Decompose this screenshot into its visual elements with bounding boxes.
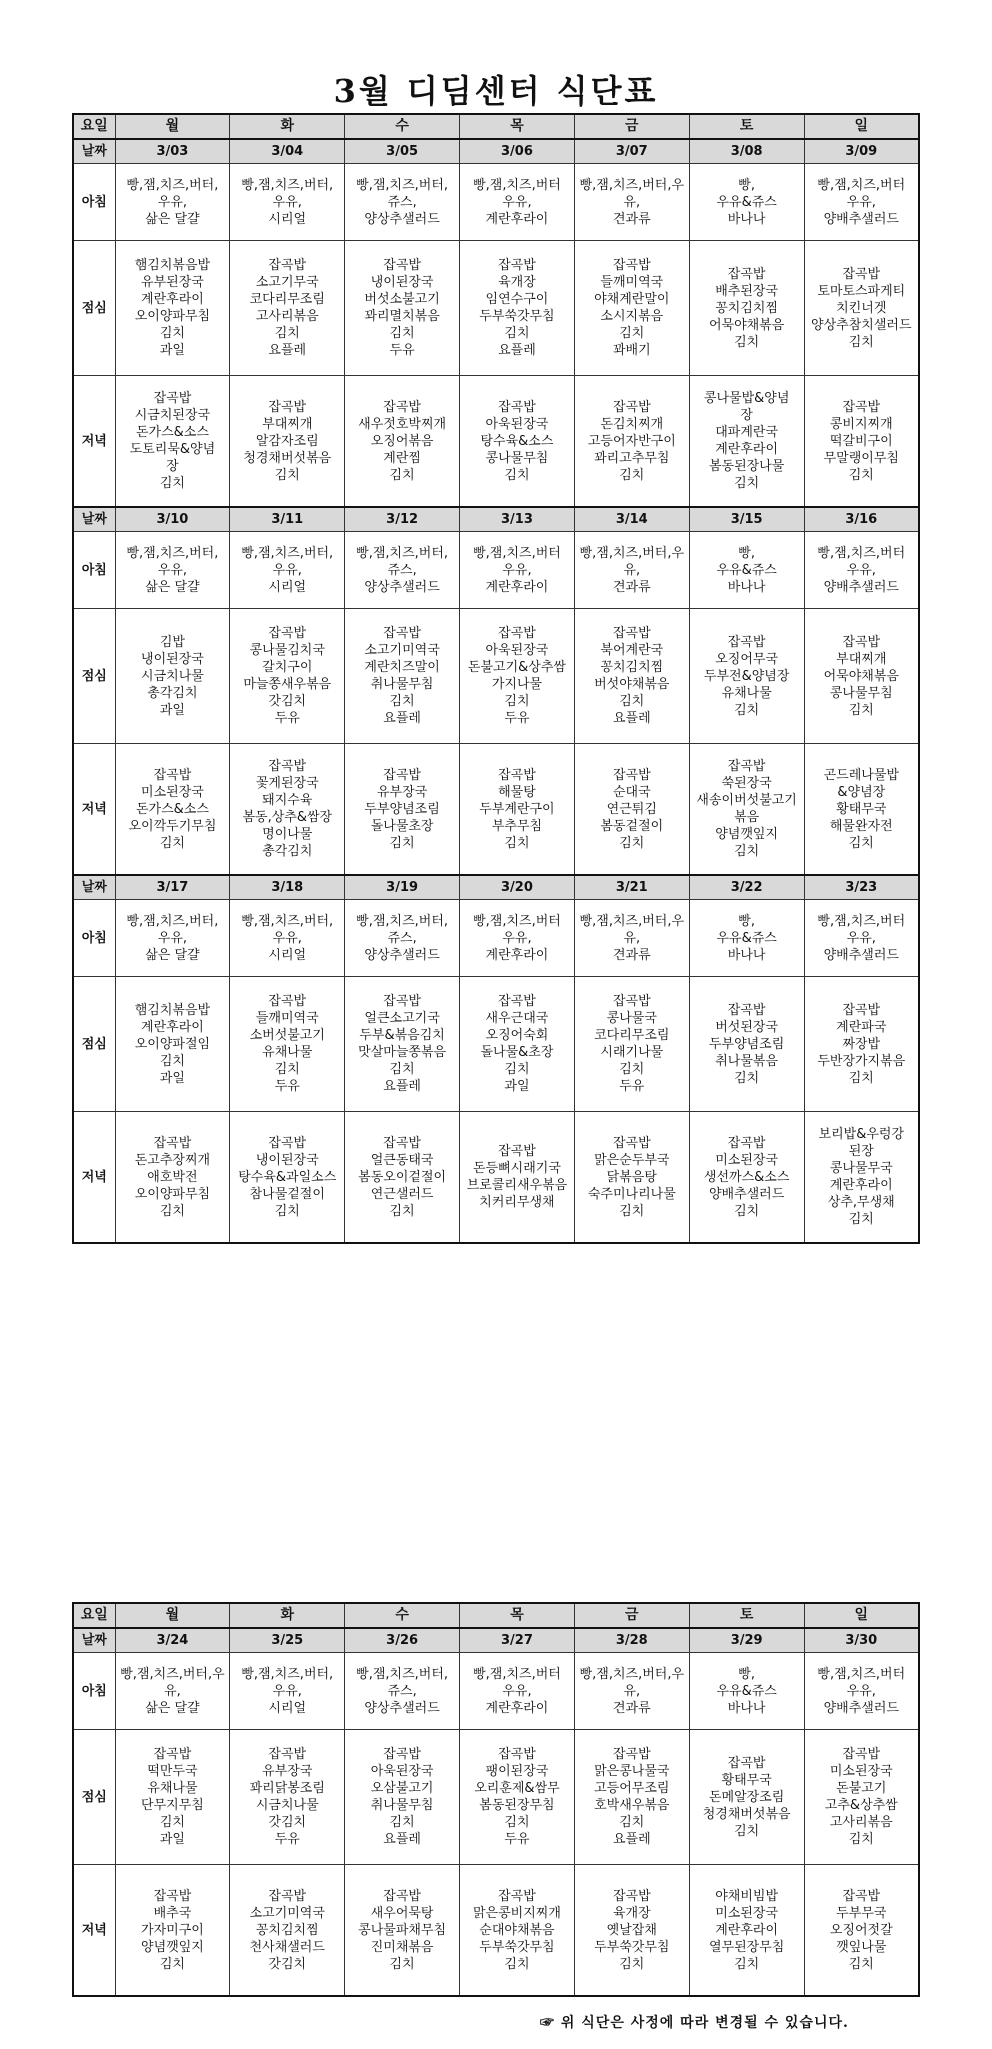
lunch-menu-cell: 잡곡밥 콩나물김치국 갈치구이 마늘쫑새우볶음 갓김치 두유 (230, 609, 345, 744)
breakfast-menu-cell: 빵,잼,치즈,버터, 우유, 삶은 달걀 (115, 900, 230, 977)
weekday-cell: 토 (689, 114, 804, 139)
date-cell: 3/29 (689, 1628, 804, 1653)
lunch-menu-cell: 잡곡밥 맑은콩나물국 고등어무조림 호박새우볶음 김치 요플레 (574, 1730, 689, 1865)
date-cell: 3/18 (230, 875, 345, 900)
breakfast-menu-cell: 빵,잼,치즈,버터 우유, 계란후라이 (460, 1653, 575, 1730)
lunch-menu-cell: 잡곡밥 소고기무국 코다리무조림 고사리볶음 김치 요플레 (230, 241, 345, 376)
lunch-label: 점심 (73, 1730, 115, 1865)
dinner-menu-cell: 잡곡밥 맑은콩비지찌개 순대야채볶음 두부쑥갓무침 김치 (460, 1865, 575, 1997)
date-cell: 3/19 (345, 875, 460, 900)
date-cell: 3/03 (115, 139, 230, 164)
dinner-row (73, 376, 919, 508)
date-row (73, 507, 919, 532)
weekday-cell: 토 (689, 1603, 804, 1628)
breakfast-row (73, 1653, 919, 1730)
date-cell: 3/27 (460, 1628, 575, 1653)
lunch-menu-cell: 잡곡밥 육개장 임연수구이 두부쑥갓무침 김치 요플레 (460, 241, 575, 376)
lunch-menu-cell: 김밥 냉이된장국 시금치나물 총각김치 과일 (115, 609, 230, 744)
page-title: 3월 디딤센터 식단표 (333, 72, 659, 110)
dinner-menu-cell: 잡곡밥 돈등뼈시래기국 브로콜리새우볶음 치커리무생채 (460, 1112, 575, 1244)
lunch-menu-cell: 잡곡밥 떡만두국 유채나물 단무지무침 김치 과일 (115, 1730, 230, 1865)
date-cell: 3/16 (804, 507, 919, 532)
lunch-menu-cell: 잡곡밥 계란파국 짜장밥 두반장가지볶음 김치 (804, 977, 919, 1112)
dinner-menu-cell: 잡곡밥 부대찌개 알감자조림 청경채버섯볶음 김치 (230, 376, 345, 508)
date-cell: 3/21 (574, 875, 689, 900)
lunch-menu-cell: 잡곡밥 새우근대국 오징어숙회 돌나물&초장 김치 과일 (460, 977, 575, 1112)
weekday-cell: 월 (115, 114, 230, 139)
dinner-menu-cell: 잡곡밥 소고기미역국 꽁치김치찜 천사채샐러드 갓김치 (230, 1865, 345, 1997)
dinner-label: 저녁 (73, 1112, 115, 1244)
dinner-menu-cell: 잡곡밥 콩비지찌개 떡갈비구이 무말랭이무침 김치 (804, 376, 919, 508)
lunch-menu-cell: 햄김치볶음밥 유부된장국 계란후라이 오이양파무침 김치 과일 (115, 241, 230, 376)
breakfast-menu-cell: 빵,잼,치즈,버터, 우유, 시리얼 (230, 164, 345, 241)
date-cell: 3/28 (574, 1628, 689, 1653)
lunch-menu-cell: 잡곡밥 팽이된장국 오리훈제&쌈무 봄동된장무침 김치 두유 (460, 1730, 575, 1865)
breakfast-menu-cell: 빵,잼,치즈,버터, 쥬스, 양상추샐러드 (345, 532, 460, 609)
dinner-menu-cell: 잡곡밥 유부장국 두부양념조림 돌나물초장 김치 (345, 744, 460, 876)
dinner-menu-cell: 잡곡밥 배추국 가자미구이 양념깻잎지 김치 (115, 1865, 230, 1997)
dinner-menu-cell: 야채비빔밥 미소된장국 계란후라이 열무된장무침 김치 (689, 1865, 804, 1997)
date-row (73, 875, 919, 900)
date-row (73, 139, 919, 164)
breakfast-row (73, 164, 919, 241)
breakfast-menu-cell: 빵,잼,치즈,버터, 우유, 시리얼 (230, 900, 345, 977)
dinner-row (73, 1112, 919, 1244)
breakfast-menu-cell: 빵,잼,치즈,버터, 우유, 시리얼 (230, 532, 345, 609)
dinner-menu-cell: 잡곡밥 냉이된장국 탕수육&과일소스 참나물겉절이 김치 (230, 1112, 345, 1244)
weekday-header-row (73, 1603, 919, 1628)
dinner-menu-cell: 잡곡밥 순대국 연근튀김 봄동겉절이 김치 (574, 744, 689, 876)
lunch-menu-cell: 잡곡밥 버섯된장국 두부양념조림 취나물볶음 김치 (689, 977, 804, 1112)
date-cell: 3/25 (230, 1628, 345, 1653)
breakfast-menu-cell: 빵,잼,치즈,버터 우유, 양배추샐러드 (804, 532, 919, 609)
breakfast-menu-cell: 빵,잼,치즈,버터,우 유, 견과류 (574, 164, 689, 241)
dinner-menu-cell: 잡곡밥 시금치된장국 돈가스&소스 도토리묵&양념 장 김치 (115, 376, 230, 508)
date-cell: 3/06 (460, 139, 575, 164)
weekday-header-row (73, 114, 919, 139)
dinner-menu-cell: 잡곡밥 두부무국 오징어젓갈 깻잎나물 김치 (804, 1865, 919, 1997)
dinner-menu-cell: 잡곡밥 미소된장국 생선까스&소스 양배추샐러드 김치 (689, 1112, 804, 1244)
breakfast-menu-cell: 빵,잼,치즈,버터, 쥬스, 양상추샐러드 (345, 1653, 460, 1730)
dinner-menu-cell: 잡곡밥 쑥된장국 새송이버섯불고기볶음 양념깻잎지 김치 (689, 744, 804, 876)
menu-table-march-24-30 (72, 1602, 920, 1997)
date-cell: 3/15 (689, 507, 804, 532)
dinner-label: 저녁 (73, 1865, 115, 1997)
date-cell: 3/14 (574, 507, 689, 532)
date-row (73, 1628, 919, 1653)
date-cell: 3/24 (115, 1628, 230, 1653)
breakfast-label: 아침 (73, 532, 115, 609)
breakfast-menu-cell: 빵,잼,치즈,버터,우 유, 견과류 (574, 900, 689, 977)
date-cell: 3/09 (804, 139, 919, 164)
dinner-menu-cell: 곤드레나물밥 &양념장 황태무국 해물완자전 김치 (804, 744, 919, 876)
lunch-menu-cell: 잡곡밥 오징어무국 두부전&양념장 유채나물 김치 (689, 609, 804, 744)
breakfast-label: 아침 (73, 164, 115, 241)
dinner-menu-cell: 잡곡밥 얼큰동태국 봄동오이겉절이 연근샐러드 김치 (345, 1112, 460, 1244)
date-cell: 3/22 (689, 875, 804, 900)
lunch-menu-cell: 잡곡밥 들깨미역국 야채계란말이 소시지볶음 김치 꽈배기 (574, 241, 689, 376)
lunch-menu-cell: 잡곡밥 북어계란국 꽁치김치찜 버섯야채볶음 김치 요플레 (574, 609, 689, 744)
lunch-row (73, 1730, 919, 1865)
change-notice: ☞ 위 식단은 사정에 따라 변경될 수 있습니다. (540, 2015, 849, 2031)
date-cell: 3/08 (689, 139, 804, 164)
lunch-row (73, 241, 919, 376)
date-cell: 3/13 (460, 507, 575, 532)
weekday-cell: 수 (345, 114, 460, 139)
dinner-menu-cell: 잡곡밥 돈김치찌개 고등어자반구이 꽈리고추무침 김치 (574, 376, 689, 508)
breakfast-menu-cell: 빵, 우유&쥬스 바나나 (689, 1653, 804, 1730)
dinner-menu-cell: 잡곡밥 새우젓호박찌개 오징어볶음 계란찜 김치 (345, 376, 460, 508)
dinner-menu-cell: 보리밥&우렁강 된장 콩나물무국 계란후라이 상추,무생채 김치 (804, 1112, 919, 1244)
lunch-menu-cell: 잡곡밥 아욱된장국 오삼불고기 취나물무침 김치 요플레 (345, 1730, 460, 1865)
dinner-menu-cell: 잡곡밥 꽃게된장국 돼지수육 봄동,상추&쌈장 명이나물 총각김치 (230, 744, 345, 876)
lunch-menu-cell: 잡곡밥 콩나물국 코다리무조림 시래기나물 김치 두유 (574, 977, 689, 1112)
dinner-menu-cell: 잡곡밥 아욱된장국 탕수육&소스 콩나물무침 김치 (460, 376, 575, 508)
breakfast-label: 아침 (73, 1653, 115, 1730)
weekday-cell: 목 (460, 1603, 575, 1628)
breakfast-menu-cell: 빵,잼,치즈,버터 우유, 계란후라이 (460, 532, 575, 609)
lunch-menu-cell: 잡곡밥 냉이된장국 버섯소불고기 꽈리멸치볶음 김치 두유 (345, 241, 460, 376)
date-cell: 3/11 (230, 507, 345, 532)
breakfast-menu-cell: 빵,잼,치즈,버터 우유, 계란후라이 (460, 900, 575, 977)
lunch-menu-cell: 잡곡밥 토마토스파게티 치킨너겟 양상추참치샐러드 김치 (804, 241, 919, 376)
breakfast-menu-cell: 빵,잼,치즈,버터 우유, 양배추샐러드 (804, 900, 919, 977)
weekday-cell: 목 (460, 114, 575, 139)
weekday-cell: 일 (804, 114, 919, 139)
lunch-menu-cell: 잡곡밥 미소된장국 돈불고기 고추&상추쌈 고사리볶음 김치 (804, 1730, 919, 1865)
date-cell: 3/12 (345, 507, 460, 532)
lunch-menu-cell: 잡곡밥 들깨미역국 소버섯불고기 유채나물 김치 두유 (230, 977, 345, 1112)
lunch-menu-cell: 잡곡밥 배추된장국 꽁치김치찜 어묵야채볶음 김치 (689, 241, 804, 376)
weekday-cell: 월 (115, 1603, 230, 1628)
date-cell: 3/10 (115, 507, 230, 532)
date-cell: 3/07 (574, 139, 689, 164)
breakfast-menu-cell: 빵,잼,치즈,버터 우유, 계란후라이 (460, 164, 575, 241)
breakfast-menu-cell: 빵,잼,치즈,버터, 우유, 삶은 달걀 (115, 532, 230, 609)
dinner-row (73, 744, 919, 876)
lunch-menu-cell: 잡곡밥 부대찌개 어묵야채볶음 콩나물무침 김치 (804, 609, 919, 744)
weekday-cell: 화 (230, 114, 345, 139)
lunch-label: 점심 (73, 609, 115, 744)
dinner-label: 저녁 (73, 376, 115, 508)
date-label: 날짜 (73, 875, 115, 900)
breakfast-label: 아침 (73, 900, 115, 977)
date-cell: 3/05 (345, 139, 460, 164)
date-label: 날짜 (73, 507, 115, 532)
lunch-menu-cell: 잡곡밥 황태무국 돈메알장조림 청경채버섯볶음 김치 (689, 1730, 804, 1865)
weekday-cell: 일 (804, 1603, 919, 1628)
breakfast-menu-cell: 빵,잼,치즈,버터, 우유, 삶은 달걀 (115, 164, 230, 241)
dinner-menu-cell: 콩나물밥&양념 장 대파계란국 계란후라이 봄동된장나물 김치 (689, 376, 804, 508)
menu-table-march-3-23 (72, 113, 920, 1244)
lunch-menu-cell: 잡곡밥 얼큰소고기국 두부&볶음김치 맛살마늘쫑볶음 김치 요플레 (345, 977, 460, 1112)
date-cell: 3/30 (804, 1628, 919, 1653)
date-cell: 3/26 (345, 1628, 460, 1653)
weekday-label: 요일 (73, 1603, 115, 1628)
date-cell: 3/23 (804, 875, 919, 900)
weekday-cell: 금 (574, 114, 689, 139)
breakfast-menu-cell: 빵,잼,치즈,버터, 우유, 시리얼 (230, 1653, 345, 1730)
dinner-menu-cell: 잡곡밥 미소된장국 돈가스&소스 오이깍두기무침 김치 (115, 744, 230, 876)
breakfast-menu-cell: 빵,잼,치즈,버터, 쥬스, 양상추샐러드 (345, 900, 460, 977)
dinner-menu-cell: 잡곡밥 육개장 옛날잡채 두부쑥갓무침 김치 (574, 1865, 689, 1997)
lunch-menu-cell: 잡곡밥 아욱된장국 돈불고기&상추쌈 가지나물 김치 두유 (460, 609, 575, 744)
weekday-cell: 금 (574, 1603, 689, 1628)
breakfast-menu-cell: 빵,잼,치즈,버터 우유, 양배추샐러드 (804, 164, 919, 241)
lunch-menu-cell: 잡곡밥 유부장국 꽈리닭봉조림 시금치나물 갓김치 두유 (230, 1730, 345, 1865)
lunch-row (73, 609, 919, 744)
dinner-menu-cell: 잡곡밥 돈고추장찌개 애호박전 오이양파무침 김치 (115, 1112, 230, 1244)
dinner-menu-cell: 잡곡밥 맑은순두부국 닭볶음탕 숙주미나리나물 김치 (574, 1112, 689, 1244)
date-cell: 3/20 (460, 875, 575, 900)
dinner-menu-cell: 잡곡밥 새우어묵탕 콩나물파채무침 진미채볶음 김치 (345, 1865, 460, 1997)
lunch-label: 점심 (73, 977, 115, 1112)
breakfast-row (73, 900, 919, 977)
breakfast-menu-cell: 빵,잼,치즈,버터 우유, 양배추샐러드 (804, 1653, 919, 1730)
breakfast-menu-cell: 빵, 우유&쥬스 바나나 (689, 532, 804, 609)
dinner-menu-cell: 잡곡밥 해물탕 두부계란구이 부추무침 김치 (460, 744, 575, 876)
date-label: 날짜 (73, 1628, 115, 1653)
breakfast-menu-cell: 빵, 우유&쥬스 바나나 (689, 900, 804, 977)
weekday-label: 요일 (73, 114, 115, 139)
dinner-label: 저녁 (73, 744, 115, 876)
date-cell: 3/04 (230, 139, 345, 164)
lunch-menu-cell: 햄김치볶음밥 계란후라이 오이양파절임 김치 과일 (115, 977, 230, 1112)
date-label: 날짜 (73, 139, 115, 164)
weekday-cell: 수 (345, 1603, 460, 1628)
dinner-row (73, 1865, 919, 1997)
breakfast-menu-cell: 빵,잼,치즈,버터, 쥬스, 양상추샐러드 (345, 164, 460, 241)
breakfast-menu-cell: 빵,잼,치즈,버터,우 유, 삶은 달걀 (115, 1653, 230, 1730)
lunch-label: 점심 (73, 241, 115, 376)
date-cell: 3/17 (115, 875, 230, 900)
breakfast-row (73, 532, 919, 609)
weekday-cell: 화 (230, 1603, 345, 1628)
lunch-row (73, 977, 919, 1112)
breakfast-menu-cell: 빵,잼,치즈,버터,우 유, 견과류 (574, 532, 689, 609)
breakfast-menu-cell: 빵, 우유&쥬스 바나나 (689, 164, 804, 241)
lunch-menu-cell: 잡곡밥 소고기미역국 계란치즈말이 취나물무침 김치 요플레 (345, 609, 460, 744)
breakfast-menu-cell: 빵,잼,치즈,버터,우 유, 견과류 (574, 1653, 689, 1730)
